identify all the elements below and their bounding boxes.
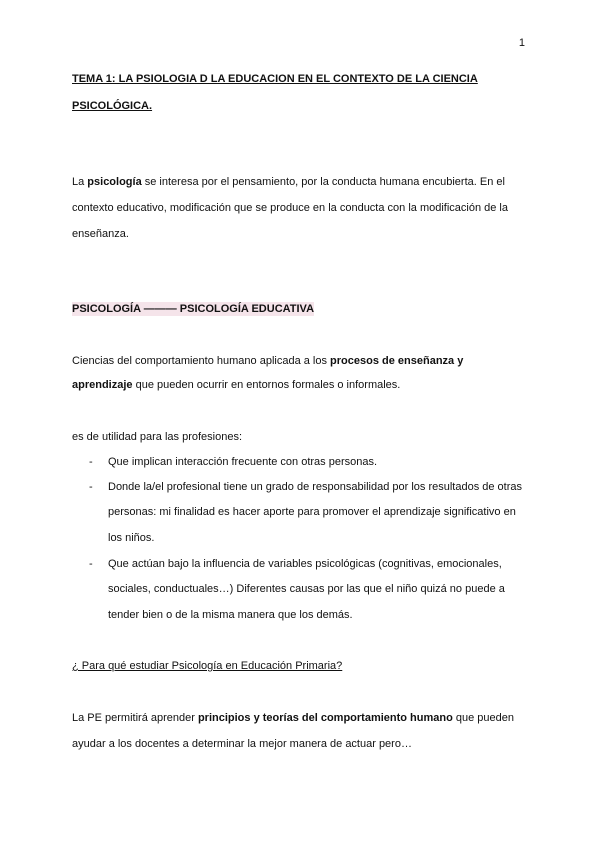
definition-line-2 [72,378,400,392]
page-number: 1 [518,37,525,49]
definition-pre: Ciencias del comportamiento humano aplicada a los [72,355,331,367]
closing-bold: principios y teorías del comportamiento humano [197,712,453,724]
section-heading-text: PSICOLOGÍA ——— PSICOLOGÍA EDUCATIVA [72,303,315,315]
closing-pre: La PE permitirá aprender [72,712,198,724]
bullet-2-line-2: personas: mi finalidad es hacer aporte para promover el aprendizaje significativo en [108,506,516,518]
intro-line-1 [72,175,505,189]
closing-line-2: ayudar a los docentes a determinar la mejor manera de actuar pero… [72,738,412,750]
definition-bold-2: aprendizaje [72,379,133,391]
intro-pre: La [72,176,88,188]
bullet-3-line-3: tender bien o de la misma manera que los demás. [108,609,353,621]
bullet-dash-3: - [89,558,93,570]
closing-line1-rest: que pueden [452,712,514,724]
bullet-dash-2: - [89,481,93,493]
closing-line-1 [72,711,514,725]
bullet-1-line-1: Que implican interacción frecuente con otras personas. [108,456,378,468]
title-line-1: TEMA 1: LA PSIOLOGIA D LA EDUCACION EN EL CONTEXTO DE LA CIENCIA [72,73,478,85]
bullet-3-line-1: Que actúan bajo la influencia de variables psicológicas (cognitivas, emocionales, [108,558,502,570]
intro-bold-term: psicología [87,176,142,188]
intro-line1-rest: se interesa por el pensamiento, por la conducta humana encubierta. En el [141,176,505,188]
bullet-3-line-2: sociales, conductuales…) Diferentes causas por las que el niño quizá no puede a [108,583,505,595]
bullet-2-line-1: Donde la/el profesional tiene un grado de responsabilidad por los resultados de otras [108,481,522,493]
definition-line2-rest: que pueden ocurrir en entornos formales o informales. [132,379,401,391]
bullet-2-line-3: los niños. [108,532,155,544]
intro-line-3: enseñanza. [72,228,129,240]
title-line-2: PSICOLÓGICA. [72,100,153,112]
utility-intro: es de utilidad para las profesiones: [72,431,242,443]
section-heading [72,302,314,316]
bullet-dash-1: - [89,456,93,468]
intro-line-2: contexto educativo, modificación que se produce en la conducta con la modificación de la [72,202,508,214]
question-heading: ¿ Para qué estudiar Psicología en Educación Primaria? [72,660,343,672]
definition-line-1 [72,354,463,368]
definition-bold-1: procesos de enseñanza y [330,355,464,367]
